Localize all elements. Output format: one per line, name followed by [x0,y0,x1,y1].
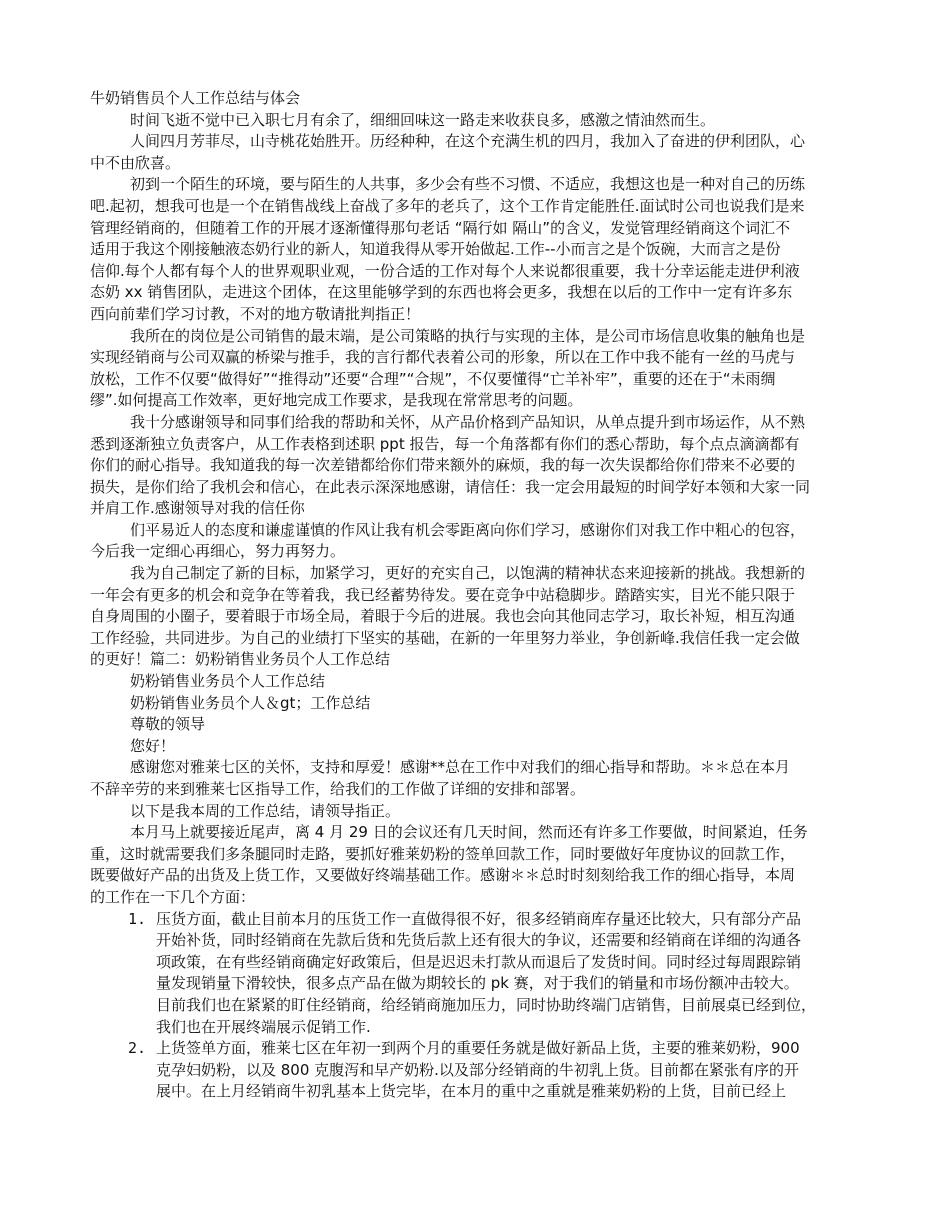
text-line: 初到一个陌生的环境，要与陌生的人共事，多少会有些不习惯、不适应，我想这也是一种对自己的历练 [130,175,806,194]
document-title: 牛奶销售员个人工作总结与体会 [90,89,301,107]
text-line: 缪”.如何提高工作效率，更好地完成工作要求，是我现在常常思考的问题。 [90,391,583,410]
text-line: 今后我一定细心再细心，努力再努力。 [90,542,346,561]
text-line: 信仰.每个人都有每个人的世界观职业观，一份合适的工作对每个人来说都很重要，我十分幸运能走进伊利液 [90,261,800,280]
text-line: 我为自己制定了新的目标，加紧学习，更好的充实自己，以饱满的精神状态来迎接新的挑战。我想新的 [130,564,806,583]
text-line: 我所在的岗位是公司销售的最末端，是公司策略的执行与实现的主体，是公司市场信息收集的触角也是 [130,326,806,345]
text-line: 损失，是你们给了我机会和信心，在此表示深深地感谢，请信任：我一定会用最短的时间学好本领和大家一同 [90,477,811,496]
text-line: 管理经销商的，但随着工作的开展才逐渐懂得那句老话 “隔行如 隔山”的含义，发觉管理经销商这个词汇不 [90,218,791,237]
list-item-line: 压货方面，截止目前本月的压货工作一直做得很不好，很多经销商库存量还比较大，只有部分产品 [156,909,802,928]
text-line: 人间四月芳菲尽，山寺桃花始胜开。历经种种，在这个充满生机的四月，我加入了奋进的伊利团队，心 [130,132,806,151]
text-line: 我十分感谢领导和同事们给我的帮助和关怀，从产品价格到产品知识，从单点提升到市场运作，从不熟 [130,412,806,431]
text-line: 不辞辛劳的来到雅莱七区指导工作，给我们的工作做了详细的安排和部署。 [90,780,586,798]
list-item-line: 我们也在开展终端展示促销工作. [156,1017,371,1036]
text-line: 放松，工作不仅要“做得好”“推得动”还要“合理”“合规”，不仅要懂得“亡羊补牢”，重要的还在于“未雨绸 [90,369,776,388]
text-line: 西向前辈们学习讨教，不对的地方敬请批判指正！ [90,304,421,323]
list-item [90,909,862,1039]
text-line: 尊敬的领导 [130,715,206,734]
text-line: 实现经销商与公司双赢的桥梁与推手，我的言行都代表着公司的形象，所以在工作中我不能有一丝的马虎与 [90,348,796,367]
list-item-line: 开始补货，同时经销商在先款后货和先货后款上还有很大的争议，还需要和经销商在详细的沟通各 [156,931,802,950]
text-line: 吧.起初，想我可也是一个在销售战线上奋战了多年的老兵了，这个工作肯定能胜任.面试时公司也说我们是来 [90,196,805,215]
text-line: 的工作在一下几个方面： [90,887,256,906]
text-line: 既要做好产品的出货及上货工作，又要做好终端基础工作。感谢＊＊总时时刻刻给我工作的细心指导，本周 [90,866,796,885]
text-line: 自身周围的小圈子，要着眼于市场全局，着眼于今后的进展。我也会向其他同志学习，取长补短，相互沟通 [90,607,796,626]
text-line: 悉到逐渐独立负责客户，从工作表格到述职 ppt 报告，每一个角落都有你们的悉心帮助，每个点点滴滴都有 [90,434,800,453]
list-item [90,1038,862,1103]
text-line: 一年会有更多的机会和竞争在等着我，我已经蓄势待发。要在竞争中站稳脚步。踏踏实实，目光不能只限于 [90,585,796,604]
text-line: 您好！ [130,736,176,755]
text-line: 中不由欣喜。 [90,153,181,172]
text-line: 你们的耐心指导。我知道我的每一次差错都给你们带来额外的麻烦，我的每一次失误都给你们带来不必要的 [90,456,796,475]
list-item-line: 量发现销量下滑较快，很多点产品在做为期较长的 pk 赛，对于我们的销量和市场份额冲击较大。 [156,974,799,993]
text-line: 奶粉销售业务员个人工作总结 [130,672,326,691]
document-body [90,110,862,909]
list-item-line: 展中。在上月经销商牛初乳基本上货完毕，在本月的重中之重就是雅莱奶粉的上货，目前已经上 [156,1082,787,1101]
numbered-list [90,909,862,1103]
text-line: 并肩工作.感谢领导对我的信任你 [90,499,305,518]
text-line: 们平易近人的态度和谦虚谨慎的作风让我有机会零距离向你们学习，感谢你们对我工作中粗心的包容， [130,520,806,539]
text-line: 重，这时就需要我们多条腿同时走路，要抓好雅莱奶粉的签单回款工作，同时要做好年度协议的回款工作， [90,844,796,863]
list-item-line: 上货签单方面，雅莱七区在年初一到两个月的重要任务就是做好新品上货，主要的雅莱奶粉，900 [156,1039,800,1058]
list-item-line: 目前我们也在紧紧的盯住经销商，给经销商施加压力，同时协助终端门店销售，目前展桌已经到位， [156,995,817,1014]
list-number: 2. [128,1039,147,1058]
list-number: 1. [128,909,147,928]
text-line: 时间飞逝不觉中已入职七月有余了，细细回味这一路走来收获良多，感激之情油然而生。 [130,110,716,129]
text-line: 适用于我这个刚接触液态奶行业的新人，知道我得从零开始做起.工作--小而言之是个饭碗，大而言之是份 [90,240,781,259]
text-line: 感谢您对雅莱七区的关怀，支持和厚爱！感谢**总在工作中对我们的细心指导和帮助。＊＊总在本月 [130,758,791,777]
text-line: 态奶 xx 销售团队，走进这个团体，在这里能够学到的东西也将会更多，我想在以后的工作中一定有许多东 [90,283,793,302]
text-line: 本月马上就要接近尾声，离 4 月 29 日的会议还有几天时间，然而还有许多工作要做，时间紧迫，任务 [130,823,808,842]
text-line: 奶粉销售业务员个人＆gt；工作总结 [130,693,371,712]
text-line: 工作经验，共同进步。为自己的业绩打下坚实的基础，在新的一年里努力举业，争创新峰.我信任我一定会做 [90,628,800,647]
text-line: 以下是我本周的工作总结，请领导指正。 [130,801,401,820]
text-line: 的更好！篇二：奶粉销售业务员个人工作总结 [90,650,391,669]
list-item-line: 克孕妇奶粉，以及 800 克腹泻和早产奶粉.以及部分经销商的牛初乳上货。目前都在紧张有序的开 [156,1060,799,1079]
list-item-line: 项政策，在有些经销商确定好政策后，但是迟迟未打款从而退后了发货时间。同时经过每周跟踪销 [156,952,802,971]
